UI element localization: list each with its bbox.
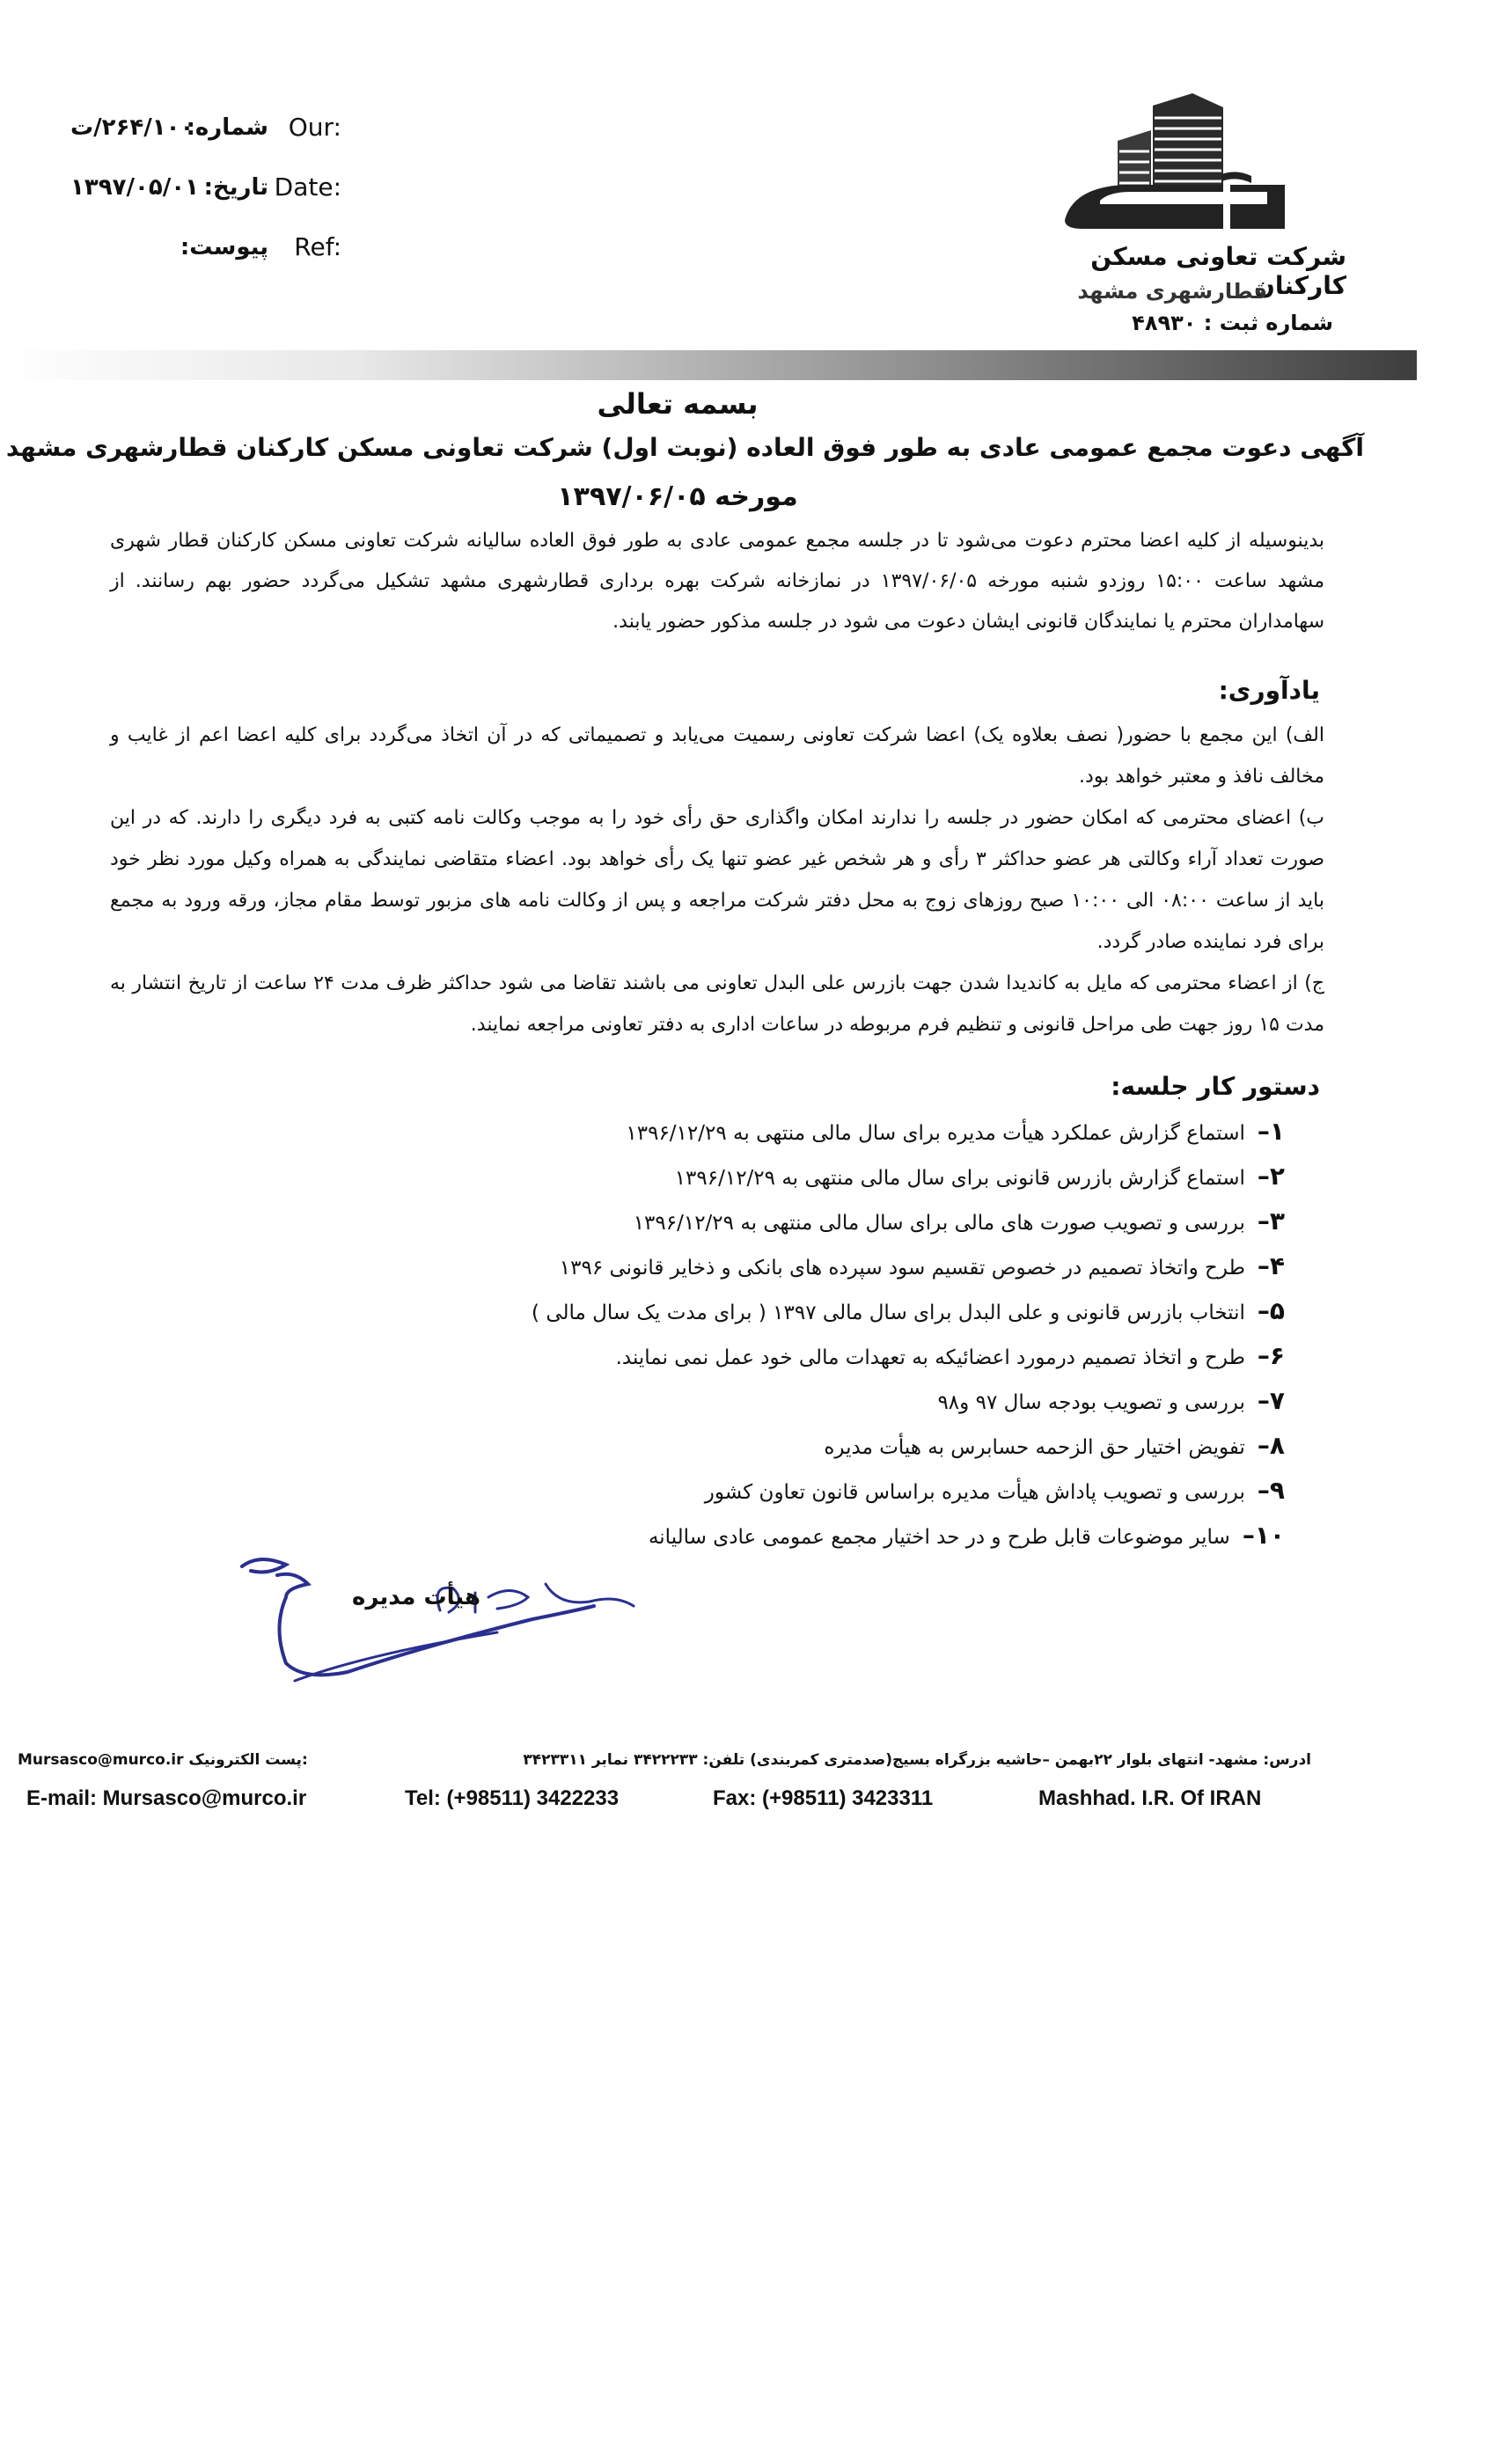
agenda-item xyxy=(229,1423,1285,1468)
letter-number-row xyxy=(70,106,370,165)
letter-date-label-en: Date: xyxy=(274,172,341,202)
reminder-item: الف) این مجمع با حضور( نصف بعلاوه یک) اعضا شرکت تعاونی رسمیت می‌یابد و تصمیماتی که در آن اتخاذ می‌گردد برای کلیه اعضا اعم از غایب و مخالف نافذ و معتبر خواهد بود. xyxy=(110,724,1324,788)
blank-margin xyxy=(0,2046,1496,2464)
agenda-item xyxy=(229,1288,1285,1333)
reminder-item: ج) از اعضاء محترمی که مایل به کاندیدا شدن جهت بازرس علی البدل تعاونی می باشند تقاضا می شود حداکثر ظرف مدت ۲۴ ساعت از تاریخ انتشار به مدت ۱۵ روز جهت طی مراحل قانونی و تنظیم فرم مربوطه در ساعات اداری به دفتر تعاونی مراجعه نمایند. xyxy=(110,972,1324,1036)
agenda-item xyxy=(229,1468,1285,1513)
agenda-item-text: تفویض اختیار حق الزحمه حسابرس به هیأت مدیره xyxy=(824,1436,1245,1459)
agenda-item-text: بررسی و تصویب صورت های مالی برای سال مالی منتهی به ۱۳۹۶/۱۲/۲۹ xyxy=(633,1212,1245,1235)
agenda-item-text: بررسی و تصویب بودجه سال ۹۷ و۹۸ xyxy=(937,1391,1245,1414)
agenda-item-text: استماع گزارش عملکرد هیأت مدیره برای سال مالی منتهی به ۱۳۹۶/۱۲/۲۹ xyxy=(626,1122,1245,1145)
notice-title: آگهی دعوت مجمع عمومی عادی به طور فوق العاده (نوبت اول) شرکت تعاونی مسکن کارکنان قطارشهری مشهد xyxy=(5,433,1364,462)
agenda-item xyxy=(229,1378,1285,1423)
agenda-item-text: بررسی و تصویب پاداش هیأت مدیره براساس قانون تعاون کشور xyxy=(704,1481,1245,1504)
letter-number-label-fa: شماره: xyxy=(186,114,268,141)
footer-city: Mashhad. I.R. Of IRAN xyxy=(1038,1786,1262,1810)
agenda-item xyxy=(229,1333,1285,1378)
company-logo-icon xyxy=(1047,88,1294,242)
header-divider-band xyxy=(0,350,1426,380)
company-name: شرکت تعاونی مسکن کارکنان xyxy=(1090,242,1346,300)
registration-value: ۴۸۹۳۰ xyxy=(1132,311,1197,335)
letter-number-value: ۲۶۴/۱۰۰/ت xyxy=(70,114,194,141)
reminder-section xyxy=(110,715,1324,1045)
footer-fax: Fax: (+98511) 3423311 xyxy=(713,1786,934,1810)
agenda-item-text: انتخاب بازرس قانونی و علی البدل برای سال مالی ۱۳۹۷ ( برای مدت یک سال مالی ) xyxy=(532,1302,1245,1324)
agenda-list xyxy=(229,1109,1285,1558)
agenda-item-number: ۵– xyxy=(1257,1296,1285,1325)
agenda-heading: دستور کار جلسه: xyxy=(1111,1072,1320,1101)
agenda-item-text: طرح واتخاذ تصمیم در خصوص تقسیم سود سپرده های بانکی و ذخایر قانونی ۱۳۹۶ xyxy=(559,1257,1245,1280)
letter-date-label-fa: تاریخ: xyxy=(203,174,268,201)
letter-ref-label-en: Ref: xyxy=(294,232,341,261)
agenda-item-text: سایر موضوعات قابل طرح و در حد اختیار مجمع عمومی عادی سالیانه xyxy=(648,1526,1230,1549)
letter-number-label-en: Our: xyxy=(288,113,341,142)
letter-date-row xyxy=(70,165,370,225)
agenda-item-number: ۹– xyxy=(1257,1476,1285,1505)
company-subtitle: قطارشهری مشهد xyxy=(1077,279,1267,304)
agenda-item-number: ۳– xyxy=(1257,1206,1285,1236)
agenda-item-number: ۷– xyxy=(1257,1386,1285,1415)
agenda-item-number: ۲– xyxy=(1257,1162,1285,1191)
signer-label: هیأت مدیره xyxy=(352,1584,480,1610)
registration-label: شماره ثبت : xyxy=(1203,311,1333,335)
agenda-item-number: ۶– xyxy=(1257,1341,1285,1370)
footer-email-fa: Mursasco@murco.ir پست الکترونیک: xyxy=(18,1751,308,1769)
agenda-item-number: ۱۰– xyxy=(1242,1521,1285,1550)
intro-paragraph: بدینوسیله از کلیه اعضا محترم دعوت می‌شود تا در جلسه مجمع عمومی عادی به طور فوق العاده سالیانه شرکت تعاونی مسکن کارکنان قطار شهری مشهد ساعت ۱۵:۰۰ روزدو شنبه مورخه ۱۳۹۷/۰۶/۰۵ در نمازخانه شرکت بهره برداری قطارشهری مشهد تشکیل می‌گردد حضور بهم رسانند. از سهامداران محترم یا نمایندگان قانونی ایشان دعوت می شود در جلسه مذکور حضور یابند. xyxy=(110,530,1324,633)
company-logo-block xyxy=(1012,88,1346,361)
agenda-item-number: ۸– xyxy=(1257,1431,1285,1460)
footer-email-en: E-mail: Mursasco@murco.ir xyxy=(26,1786,307,1810)
letter-attachment-label-fa: پیوست: xyxy=(180,234,268,260)
agenda-item xyxy=(229,1243,1285,1288)
agenda-item-text: استماع گزارش بازرس قانونی برای سال مالی منتهی به ۱۳۹۶/۱۲/۲۹ xyxy=(674,1167,1245,1190)
agenda-item-number: ۴– xyxy=(1257,1251,1285,1280)
agenda-item xyxy=(229,1199,1285,1243)
reminder-item: ب) اعضای محترمی که امکان حضور در جلسه را ندارند امکان واگذاری حق رأی خود را به موجب وکالت نامه کتبی به فرد دیگری را دارند. که در این صورت تعداد آراء وکالتی هر عضو حداکثر ۳ رأی و هر شخص غیر عضو تنها یک رأی خواهد بود. اعضاء متقاضی نمایندگی به همراه وکیل مورد نظر خود باید از ساعت ۰۸:۰۰ الی ۱۰:۰۰ صبح روزهای زوج به محل دفتر شرکت مراجعه و پس از وکالت نامه های مزبور توسط مقام مجاز، ورقه ورود به مجمع برای فرد نماینده صادر گردد. xyxy=(110,807,1324,953)
agenda-item-text: طرح و اتخاذ تصمیم درمورد اعضائیکه به تعهدات مالی خود عمل نمی نمایند. xyxy=(615,1346,1245,1369)
letter-attachment-row xyxy=(70,225,370,285)
letter-date-value: ۱۳۹۷/۰۵/۰۱ xyxy=(70,174,199,201)
agenda-item-number: ۱– xyxy=(1257,1117,1285,1146)
footer-address: ادرس: مشهد- انتهای بلوار ۲۲بهمن –حاشیه بزرگراه بسیج(صدمتری کمربندی) تلفن: ۳۴۲۲۲۳۳ نمابر ۳۴۲۳۳۱۱ xyxy=(523,1751,1311,1769)
letter-meta xyxy=(70,106,370,285)
reminder-heading: یادآوری: xyxy=(1218,676,1320,705)
footer-tel: Tel: (+98511) 3422233 xyxy=(405,1786,620,1810)
agenda-item xyxy=(229,1154,1285,1199)
notice-date: مورخه ۱۳۹۷/۰۶/۰۵ xyxy=(557,481,798,512)
agenda-item xyxy=(229,1109,1285,1154)
basmala-heading: بسمه تعالی xyxy=(597,387,759,421)
registration-number xyxy=(1132,311,1333,335)
